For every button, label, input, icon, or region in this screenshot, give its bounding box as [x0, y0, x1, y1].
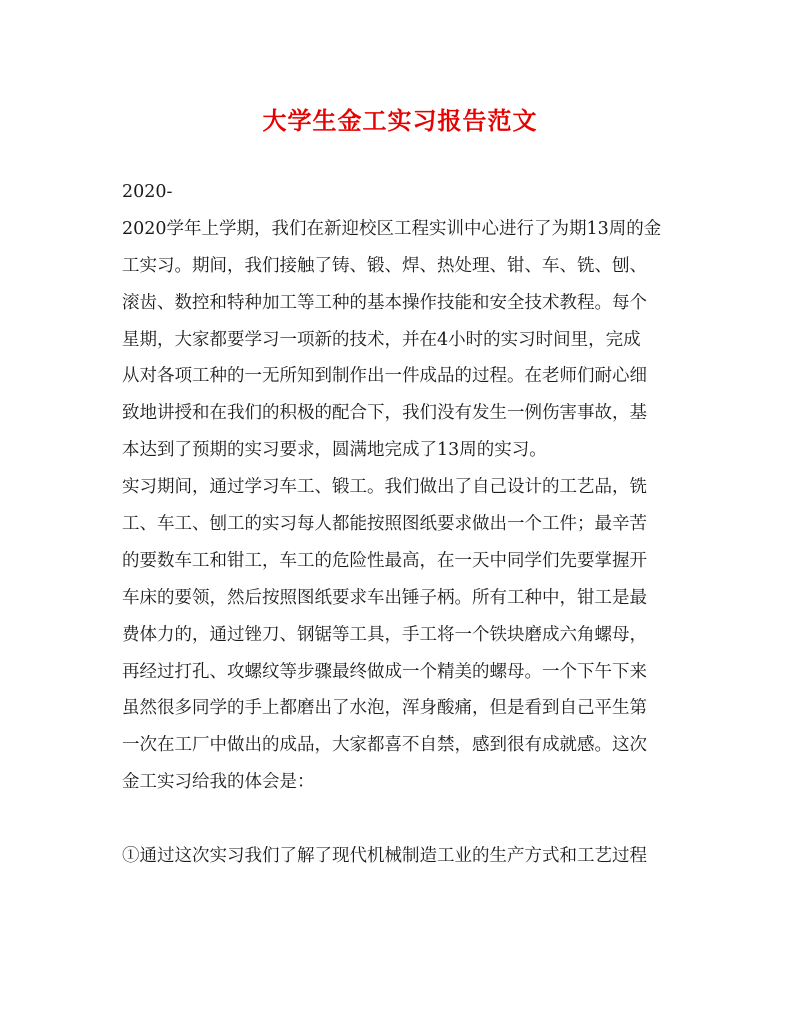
- body-line: 2020-: [122, 182, 173, 202]
- body-line: 一次在工厂中做出的成品，大家都喜不自禁，感到很有成就感。这次: [122, 735, 647, 756]
- document-title: 大学生金工实习报告范文: [262, 106, 538, 135]
- body-line: ①通过这次实习我们了解了现代机械制造工业的生产方式和工艺过程: [122, 846, 647, 867]
- body-line: 工、车工、刨工的实习每人都能按照图纸要求做出一个工件；最辛苦: [122, 514, 647, 535]
- body-line: 的要数车工和钳工，车工的危险性最高，在一天中同学们先要掌握开: [122, 550, 647, 571]
- body-line: 车床的要领，然后按照图纸要求车出锤子柄。所有工种中，钳工是最: [122, 587, 647, 608]
- body-line: 工实习。期间，我们接触了铸、锻、焊、热处理、钳、车、铣、刨、: [122, 255, 647, 276]
- paragraph-gap: [122, 801, 682, 838]
- body-line: 2020学年上学期，我们在新迎校区工程实训中心进行了为期13周的金: [122, 218, 662, 239]
- body-line: 虽然很多同学的手上都磨出了水泡，浑身酸痛，但是看到自己平生第: [122, 698, 647, 719]
- document-body: [122, 174, 682, 875]
- body-line: 实习期间，通过学习车工、锻工。我们做出了自己设计的工艺品，铣: [122, 477, 647, 498]
- body-line: 星期，大家都要学习一项新的技术，并在4小时的实习时间里，完成: [122, 329, 641, 350]
- body-line: 从对各项工种的一无所知到制作出一件成品的过程。在老师们耐心细: [122, 366, 647, 387]
- body-line: 费体力的，通过锉刀、钢锯等工具，手工将一个铁块磨成六角螺母，: [122, 624, 647, 645]
- body-line: 致地讲授和在我们的积极的配合下，我们没有发生一例伤害事故，基: [122, 403, 647, 424]
- body-line: 本达到了预期的实习要求，圆满地完成了13周的实习。: [122, 440, 547, 461]
- body-line: 滚齿、数控和特种加工等工种的基本操作技能和安全技术教程。每个: [122, 292, 647, 313]
- body-line: 再经过打孔、攻螺纹等步骤最终做成一个精美的螺母。一个下午下来: [122, 661, 647, 682]
- body-line: 金工实习给我的体会是：: [122, 772, 315, 793]
